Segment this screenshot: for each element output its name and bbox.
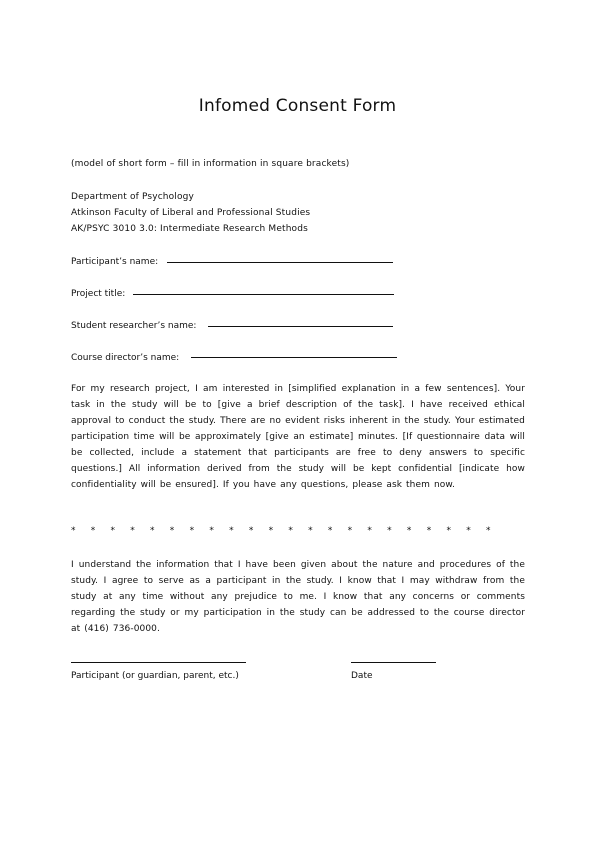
student-researcher-field[interactable] [208, 326, 393, 327]
participant-name-field[interactable] [167, 262, 393, 263]
course-director-label: Course director’s name: [71, 353, 180, 363]
course-director-field[interactable] [191, 357, 397, 358]
page-title: Infomed Consent Form [198, 96, 397, 116]
study-description-paragraph: For my research project, I am interested in [simplified explanation in a few sentences]. Your task in the study will be to [give a brief description of the task]. I have received ethical approval to conduct the study. There are no evident risks inherent in the study. Your estimated participation time will be approximately [give an estimate] minutes. [If questionnaire data will be collected, include a statement that participants are free to deny answers to specific questions.] All information derived from the study will be kept confidential [indicate how confidentiality will be ensured]. If you have any questions, please ask them now. [71, 384, 525, 490]
project-title-label: Project title: [71, 289, 126, 299]
date-field[interactable] [351, 662, 436, 663]
participant-signature-label: Participant (or guardian, parent, etc.) [71, 671, 239, 681]
student-researcher-label: Student researcher’s name: [71, 321, 197, 331]
project-title-field[interactable] [133, 294, 394, 295]
course-line: AK/PSYC 3010 3.0: Intermediate Research Methods [71, 224, 308, 234]
department-line: Department of Psychology [71, 192, 194, 202]
participant-name-label: Participant’s name: [71, 257, 159, 267]
faculty-line: Atkinson Faculty of Liberal and Professional Studies [71, 208, 311, 218]
model-note: (model of short form – fill in information in square brackets) [71, 159, 350, 169]
section-separator: * * * * * * * * * * * * * * * * * * * * * * [71, 526, 497, 536]
date-label: Date [351, 671, 373, 681]
participant-signature-field[interactable] [71, 662, 246, 663]
consent-statement-paragraph: I understand the information that I have been given about the nature and procedures of the study. I agree to serve as a participant in the study. I know that I may withdraw from the study at any time without any prejudice to me. I know that any concerns or comments regarding the study or my participation in the study can be addressed to the course director at (416) 736-0000. [71, 560, 525, 634]
